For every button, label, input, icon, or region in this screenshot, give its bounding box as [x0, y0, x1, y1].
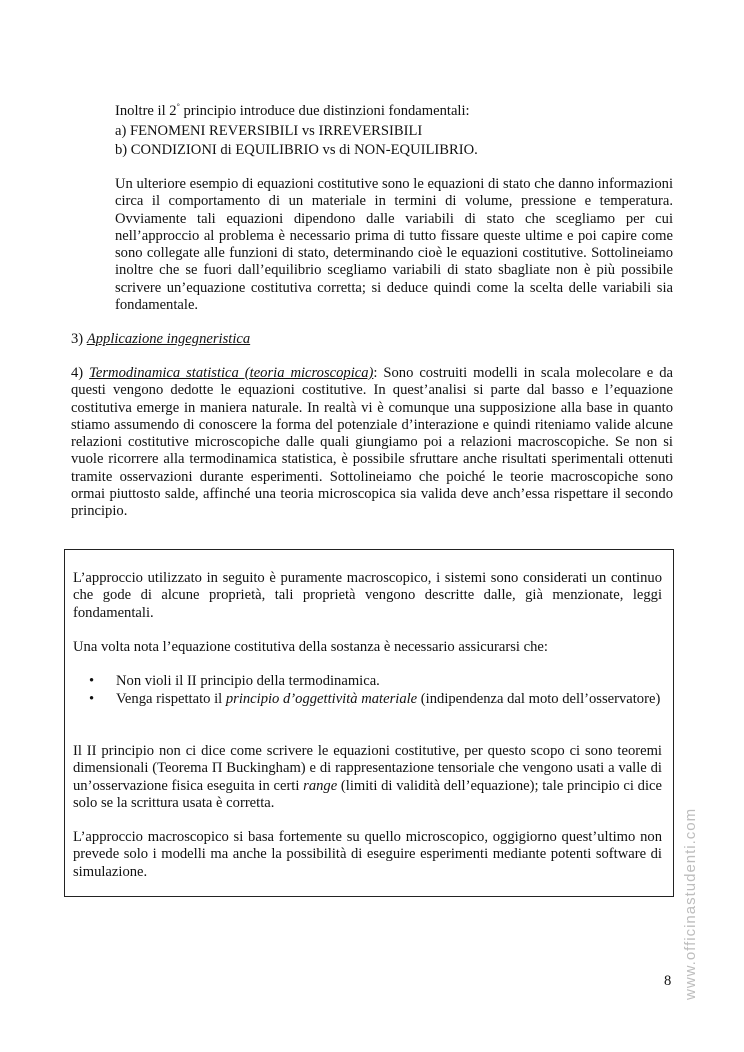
bullet-1-text: Non violi il II principio della termodinamica.	[116, 673, 380, 689]
box-paragraph-1: L’approccio utilizzato in seguito è puramente macroscopico, i sistemi sono considerati un continuo che gode di alcune proprietà, tali proprietà vengono descritte dalle, già menzionate, leggi fondamentali.	[73, 570, 662, 621]
section-3-title: Applicazione ingegneristica	[86, 331, 251, 347]
intro-line-1-rest: principio introduce due distinzioni fondamentali:	[179, 103, 470, 119]
box-paragraph-3-a: Il II principio non ci dice come scrivere le equazioni costitutive, per questo scopo ci sono teoremi dimensionali (Teorema Π Buckingham) e di rappresentazione tensoriale che vengono usati a valle di un’osservazione fisica eseguita in certi	[73, 743, 662, 794]
intro-line-1	[115, 103, 470, 120]
bullet-2-text-b: (indipendenza dal moto dell’osservatore)	[417, 691, 661, 707]
paragraph-equazioni-stato: Un ulteriore esempio di equazioni costitutive sono le equazioni di stato che danno informazioni circa il comportamento di un materiale in termini di volume, pressione e temperatura. Ovviamente tali equazioni dipendono dalle variabili di stato che scegliamo per cui nell’approccio al problema è necessario prima di tutto fissare queste ultime e poi capire come sono collegate alle funzioni di stato, determinando cioè le equazioni costitutive. Sottolineiamo inoltre che se fuori dall’equilibrio scegliamo variabili di stato sbagliate non è più possibile scrivere un’equazione costitutiva corretta; si deduce quindi come la scelta delle variabili sia fondamentale.	[115, 176, 673, 314]
box-paragraph-3-italic: range	[303, 777, 338, 794]
intro-line-2: a) FENOMENI REVERSIBILI vs IRREVERSIBILI	[115, 123, 423, 139]
box-paragraph-3-b: (limiti di validità dell’equazione); tale principio ci dice solo se la scrittura usata è corretta.	[73, 777, 662, 811]
box-paragraph-2: Una volta nota l’equazione costitutiva della sostanza è necessario assicurarsi che:	[73, 639, 548, 655]
watermark: www.officinastudenti.com	[682, 807, 699, 1000]
page-number: 8	[664, 973, 672, 989]
bullet-icon: •	[89, 673, 95, 689]
section-4-number: 4)	[71, 365, 90, 381]
bullet-2-italic: principio d’oggettività materiale	[225, 691, 418, 707]
section-4-paragraph	[71, 365, 673, 521]
intro-line-3: b) CONDIZIONI di EQUILIBRIO vs di NON-EQUILIBRIO.	[115, 142, 478, 158]
box-paragraph-3	[73, 743, 662, 812]
degree-superscript: °	[176, 102, 180, 111]
bullet-icon: •	[89, 691, 95, 707]
section-3-number: 3)	[71, 331, 87, 347]
section-4-title: Termodinamica statistica (teoria microscopica)	[89, 365, 374, 381]
intro-line-1-text: Inoltre il 2	[115, 103, 177, 119]
section-3-heading	[71, 331, 250, 348]
bullet-2-text	[116, 691, 662, 708]
list-item	[89, 673, 662, 691]
note-box	[64, 549, 674, 897]
list-item	[89, 691, 662, 727]
box-paragraph-4: L’approccio macroscopico si basa fortemente su quello microscopico, oggigiorno quest’ultimo non prevede solo i modelli ma anche la possibilità di eseguire esperimenti mediante potenti software di simulazione.	[73, 829, 662, 880]
bullet-2-text-a: Venga rispettato il	[116, 691, 226, 707]
section-4-body: : Sono costruiti modelli in scala molecolare e da questi vengono dedotte le equazioni costitutive. In quest’analisi si parte dal basso e l’equazione costitutiva emerge in maniera naturale. In realtà vi è comunque una supposizione alla base in quanto stiamo assumendo di conoscere la forma del potenziale d’interazione e quindi riteniamo valide alcune relazioni costitutive microscopiche dalle quali giungiamo poi a relazioni macroscopiche. Se non si vuole ricorrere alla termodinamica statistica, è possibile sfruttare anche risultati sperimentali ottenuti tramite osservazioni durante esperimenti. Sottolineiamo che poiché le teorie macroscopiche sono ormai piuttosto salde, affinché una teoria microscopica sia valida deve anch’essa rispettare il secondo principio.	[71, 365, 673, 520]
